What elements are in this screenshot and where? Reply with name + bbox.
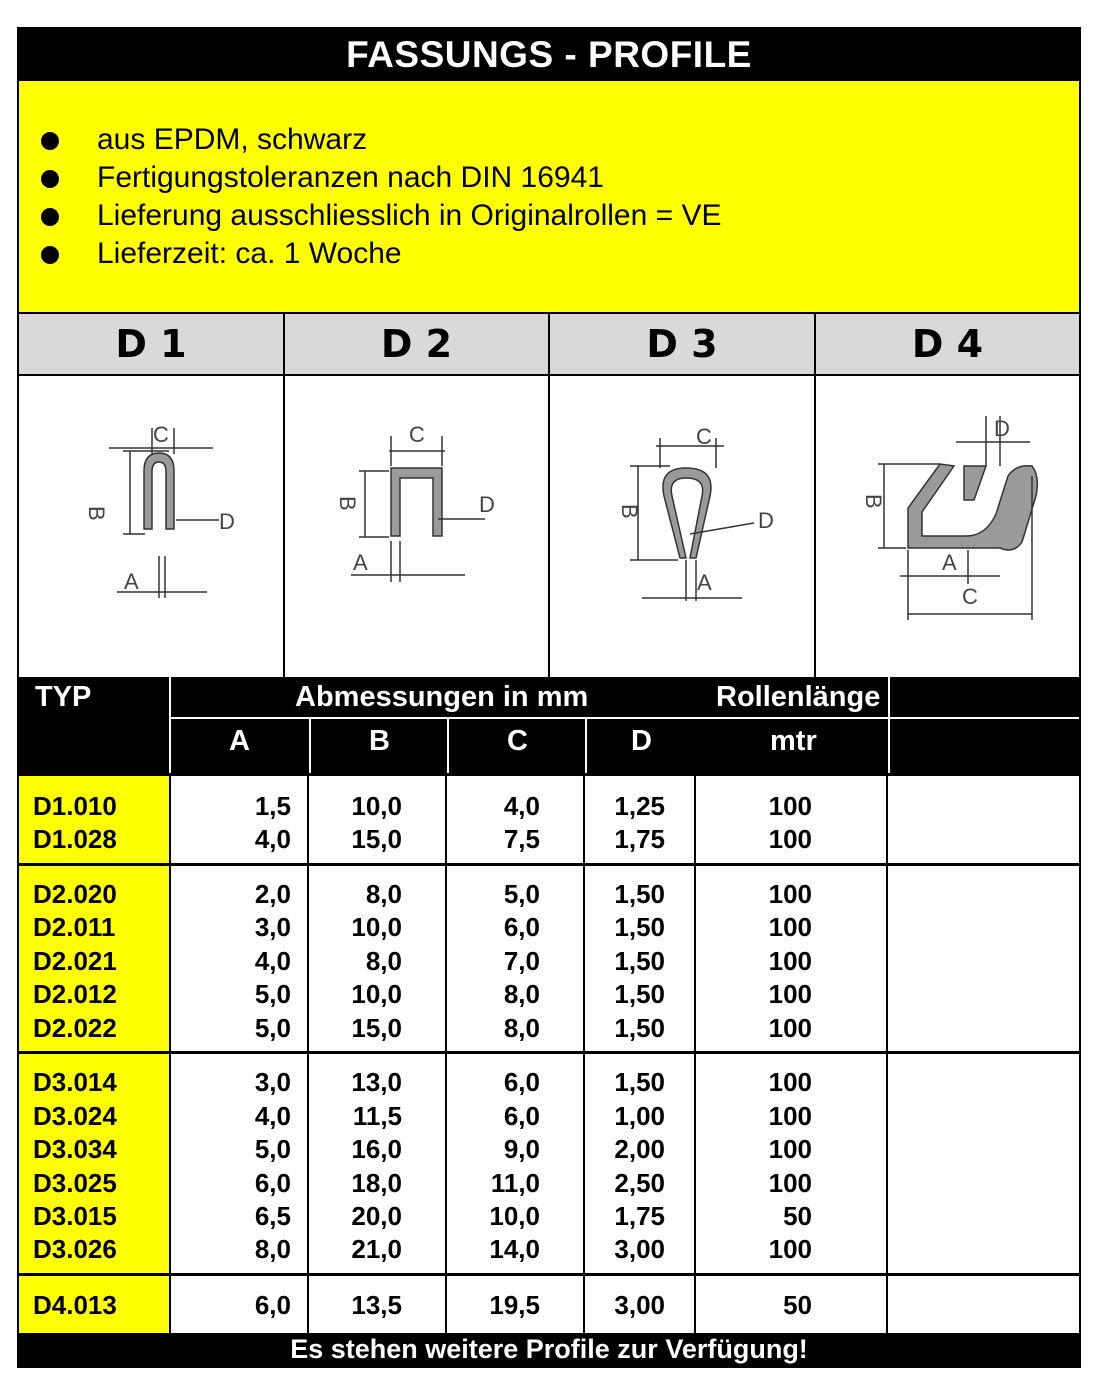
dim-label: C xyxy=(153,422,169,447)
dim-label: C xyxy=(409,422,425,447)
dim-label: B xyxy=(861,494,886,509)
cell-b: 11,5 xyxy=(352,1101,402,1131)
cell-typ: D3.025 xyxy=(33,1168,117,1198)
profile-header-d3: D 3 xyxy=(550,314,816,376)
profile-header-d1: D 1 xyxy=(19,314,285,376)
divider xyxy=(694,866,696,1051)
dim-label: C xyxy=(962,584,978,609)
col-header-roll-length: Rollenlänge xyxy=(716,681,881,713)
d3-profile-diagram xyxy=(550,376,814,677)
cell-b: 16,0 xyxy=(351,1134,402,1164)
cell-d: 1,50 xyxy=(614,979,665,1009)
divider xyxy=(169,677,171,773)
cell-a: 4,0 xyxy=(254,946,291,976)
footer-note: Es stehen weitere Profile zur Verfügung! xyxy=(19,1333,1079,1366)
divider xyxy=(886,866,888,1051)
cell-typ: D4.013 xyxy=(33,1290,117,1320)
cell-typ: D2.012 xyxy=(33,979,117,1009)
cell-b: 10,0 xyxy=(351,791,402,821)
divider xyxy=(447,719,449,773)
cell-c: 8,0 xyxy=(503,979,540,1009)
cell-c: 10,0 xyxy=(489,1201,540,1231)
profile-drawing-d2 xyxy=(285,376,550,677)
dim-label: A xyxy=(353,550,368,575)
cell-c: 6,0 xyxy=(503,1067,540,1097)
bullet-icon xyxy=(41,132,59,150)
cell-d: 3,00 xyxy=(614,1290,665,1320)
cell-typ: D2.011 xyxy=(33,912,116,942)
divider xyxy=(694,1276,696,1333)
datasheet xyxy=(17,27,1081,1368)
cell-d: 1,50 xyxy=(614,912,665,942)
divider xyxy=(694,1054,696,1273)
profile-drawing-d1 xyxy=(19,376,285,677)
cell-a: 4,0 xyxy=(254,824,291,854)
divider xyxy=(585,719,587,773)
dim-label: D xyxy=(758,508,774,533)
bullet-icon xyxy=(41,170,59,188)
bullet-icon xyxy=(41,208,59,226)
table-header xyxy=(19,677,1079,773)
dim-label: A xyxy=(697,570,712,595)
dim-label: D xyxy=(994,416,1010,441)
cell-b: 18,0 xyxy=(351,1168,402,1198)
cell-roll: 100 xyxy=(768,791,812,821)
d4-profile-diagram xyxy=(816,376,1079,677)
cell-c: 14,0 xyxy=(489,1234,540,1264)
dim-label: A xyxy=(124,569,139,594)
cell-a: 2,0 xyxy=(254,879,291,909)
info-box: aus EPDM, schwarz Fertigungstoleranzen nach DIN 16941 Lieferung ausschliesslich in Originalrollen = VE Lieferzeit: ca. 1 Woche xyxy=(19,81,1079,314)
page-title: FASSUNGS - PROFILE xyxy=(19,29,1079,81)
cell-b: 8,0 xyxy=(365,946,402,976)
cell-c: 9,0 xyxy=(503,1134,540,1164)
cell-d: 1,50 xyxy=(614,946,665,976)
divider xyxy=(309,719,311,773)
cell-a: 6,0 xyxy=(254,1290,291,1320)
cell-roll: 100 xyxy=(768,979,812,1009)
cell-a: 3,0 xyxy=(254,1067,291,1097)
cell-d: 2,50 xyxy=(614,1168,665,1198)
dim-label: B xyxy=(617,504,642,519)
cell-b: 20,0 xyxy=(351,1201,402,1231)
divider xyxy=(890,717,1079,719)
d2-profile-diagram xyxy=(285,376,548,677)
divider xyxy=(583,1054,585,1273)
col-header-d: D xyxy=(631,725,652,757)
col-header-b: B xyxy=(369,725,390,757)
cell-typ: D2.020 xyxy=(33,879,117,909)
cell-a: 5,0 xyxy=(254,1134,291,1164)
cell-roll: 100 xyxy=(768,1101,812,1131)
dim-label: C xyxy=(696,424,712,449)
cell-a: 5,0 xyxy=(254,979,291,1009)
dim-label: D xyxy=(219,509,235,534)
col-header-a: A xyxy=(229,725,250,757)
cell-d: 1,75 xyxy=(614,1201,665,1231)
profile-header-d2: D 2 xyxy=(285,314,550,376)
cell-b: 10,0 xyxy=(351,912,402,942)
cell-roll: 100 xyxy=(768,1134,812,1164)
cell-d: 1,75 xyxy=(614,824,665,854)
col-header-dimensions: Abmessungen in mm xyxy=(295,681,589,713)
cell-c: 7,5 xyxy=(503,824,540,854)
col-header-typ: TYP xyxy=(35,681,92,713)
cell-a: 5,0 xyxy=(254,1013,291,1043)
cell-c: 8,0 xyxy=(503,1013,540,1043)
cell-roll: 100 xyxy=(768,824,812,854)
cell-c: 5,0 xyxy=(503,879,540,909)
cell-typ: D1.028 xyxy=(33,824,117,854)
cell-a: 1,5 xyxy=(254,791,291,821)
cell-a: 3,0 xyxy=(254,912,291,942)
cell-c: 11,0 xyxy=(490,1168,540,1198)
dim-label: B xyxy=(84,506,109,521)
bullet-icon xyxy=(41,246,59,264)
cell-c: 4,0 xyxy=(503,791,540,821)
cell-d: 3,00 xyxy=(614,1234,665,1264)
row-group-d2 xyxy=(19,863,1079,1051)
divider xyxy=(445,1276,447,1333)
row-group-d4 xyxy=(19,1273,1079,1333)
dim-label: B xyxy=(335,496,360,511)
profile-drawing-d4 xyxy=(816,376,1079,677)
profile-header-d4: D 4 xyxy=(816,314,1079,376)
cell-typ: D2.022 xyxy=(33,1013,117,1043)
cell-roll: 100 xyxy=(768,1168,812,1198)
divider xyxy=(886,1054,888,1273)
cell-roll: 100 xyxy=(768,1067,812,1097)
dim-label: A xyxy=(942,550,957,575)
cell-b: 10,0 xyxy=(351,979,402,1009)
cell-roll: 100 xyxy=(768,879,812,909)
divider xyxy=(583,776,585,863)
cell-roll: 100 xyxy=(768,946,812,976)
cell-roll: 50 xyxy=(783,1201,812,1231)
cell-d: 1,50 xyxy=(614,879,665,909)
divider xyxy=(888,677,890,773)
cell-a: 4,0 xyxy=(254,1101,291,1131)
dim-label: D xyxy=(479,492,495,517)
cell-typ: D3.034 xyxy=(33,1134,117,1164)
cell-c: 6,0 xyxy=(503,912,540,942)
divider xyxy=(171,717,888,719)
cell-typ: D3.015 xyxy=(33,1201,117,1231)
divider xyxy=(445,866,447,1051)
divider xyxy=(583,866,585,1051)
cell-typ: D3.014 xyxy=(33,1067,117,1097)
d1-profile-diagram xyxy=(19,376,283,677)
divider xyxy=(694,776,696,863)
cell-typ: D2.021 xyxy=(33,946,117,976)
divider xyxy=(583,1276,585,1333)
cell-roll: 50 xyxy=(783,1290,812,1320)
cell-roll: 100 xyxy=(768,1013,812,1043)
cell-d: 1,50 xyxy=(614,1067,665,1097)
cell-c: 19,5 xyxy=(489,1290,540,1320)
cell-b: 8,0 xyxy=(365,879,402,909)
profile-drawing-d3 xyxy=(550,376,816,677)
cell-d: 2,00 xyxy=(614,1134,665,1164)
cell-typ: D3.024 xyxy=(33,1101,117,1131)
cell-c: 6,0 xyxy=(503,1101,540,1131)
col-header-unit: mtr xyxy=(770,725,817,757)
cell-b: 13,5 xyxy=(351,1290,402,1320)
cell-b: 21,0 xyxy=(351,1234,402,1264)
cell-typ: D3.026 xyxy=(33,1234,117,1264)
cell-d: 1,00 xyxy=(614,1101,665,1131)
divider xyxy=(445,1054,447,1273)
row-group-d3 xyxy=(19,1051,1079,1273)
divider xyxy=(445,776,447,863)
cell-b: 15,0 xyxy=(351,824,402,854)
cell-roll: 100 xyxy=(768,1234,812,1264)
cell-roll: 100 xyxy=(768,912,812,942)
divider xyxy=(886,776,888,863)
row-group-d1 xyxy=(19,773,1079,863)
cell-d: 1,50 xyxy=(614,1013,665,1043)
cell-c: 7,0 xyxy=(503,946,540,976)
cell-typ: D1.010 xyxy=(33,791,117,821)
cell-a: 6,5 xyxy=(254,1201,291,1231)
cell-b: 13,0 xyxy=(351,1067,402,1097)
col-header-c: C xyxy=(507,725,528,757)
cell-a: 8,0 xyxy=(254,1234,291,1264)
cell-a: 6,0 xyxy=(254,1168,291,1198)
cell-b: 15,0 xyxy=(351,1013,402,1043)
cell-d: 1,25 xyxy=(614,791,665,821)
divider xyxy=(886,1276,888,1333)
